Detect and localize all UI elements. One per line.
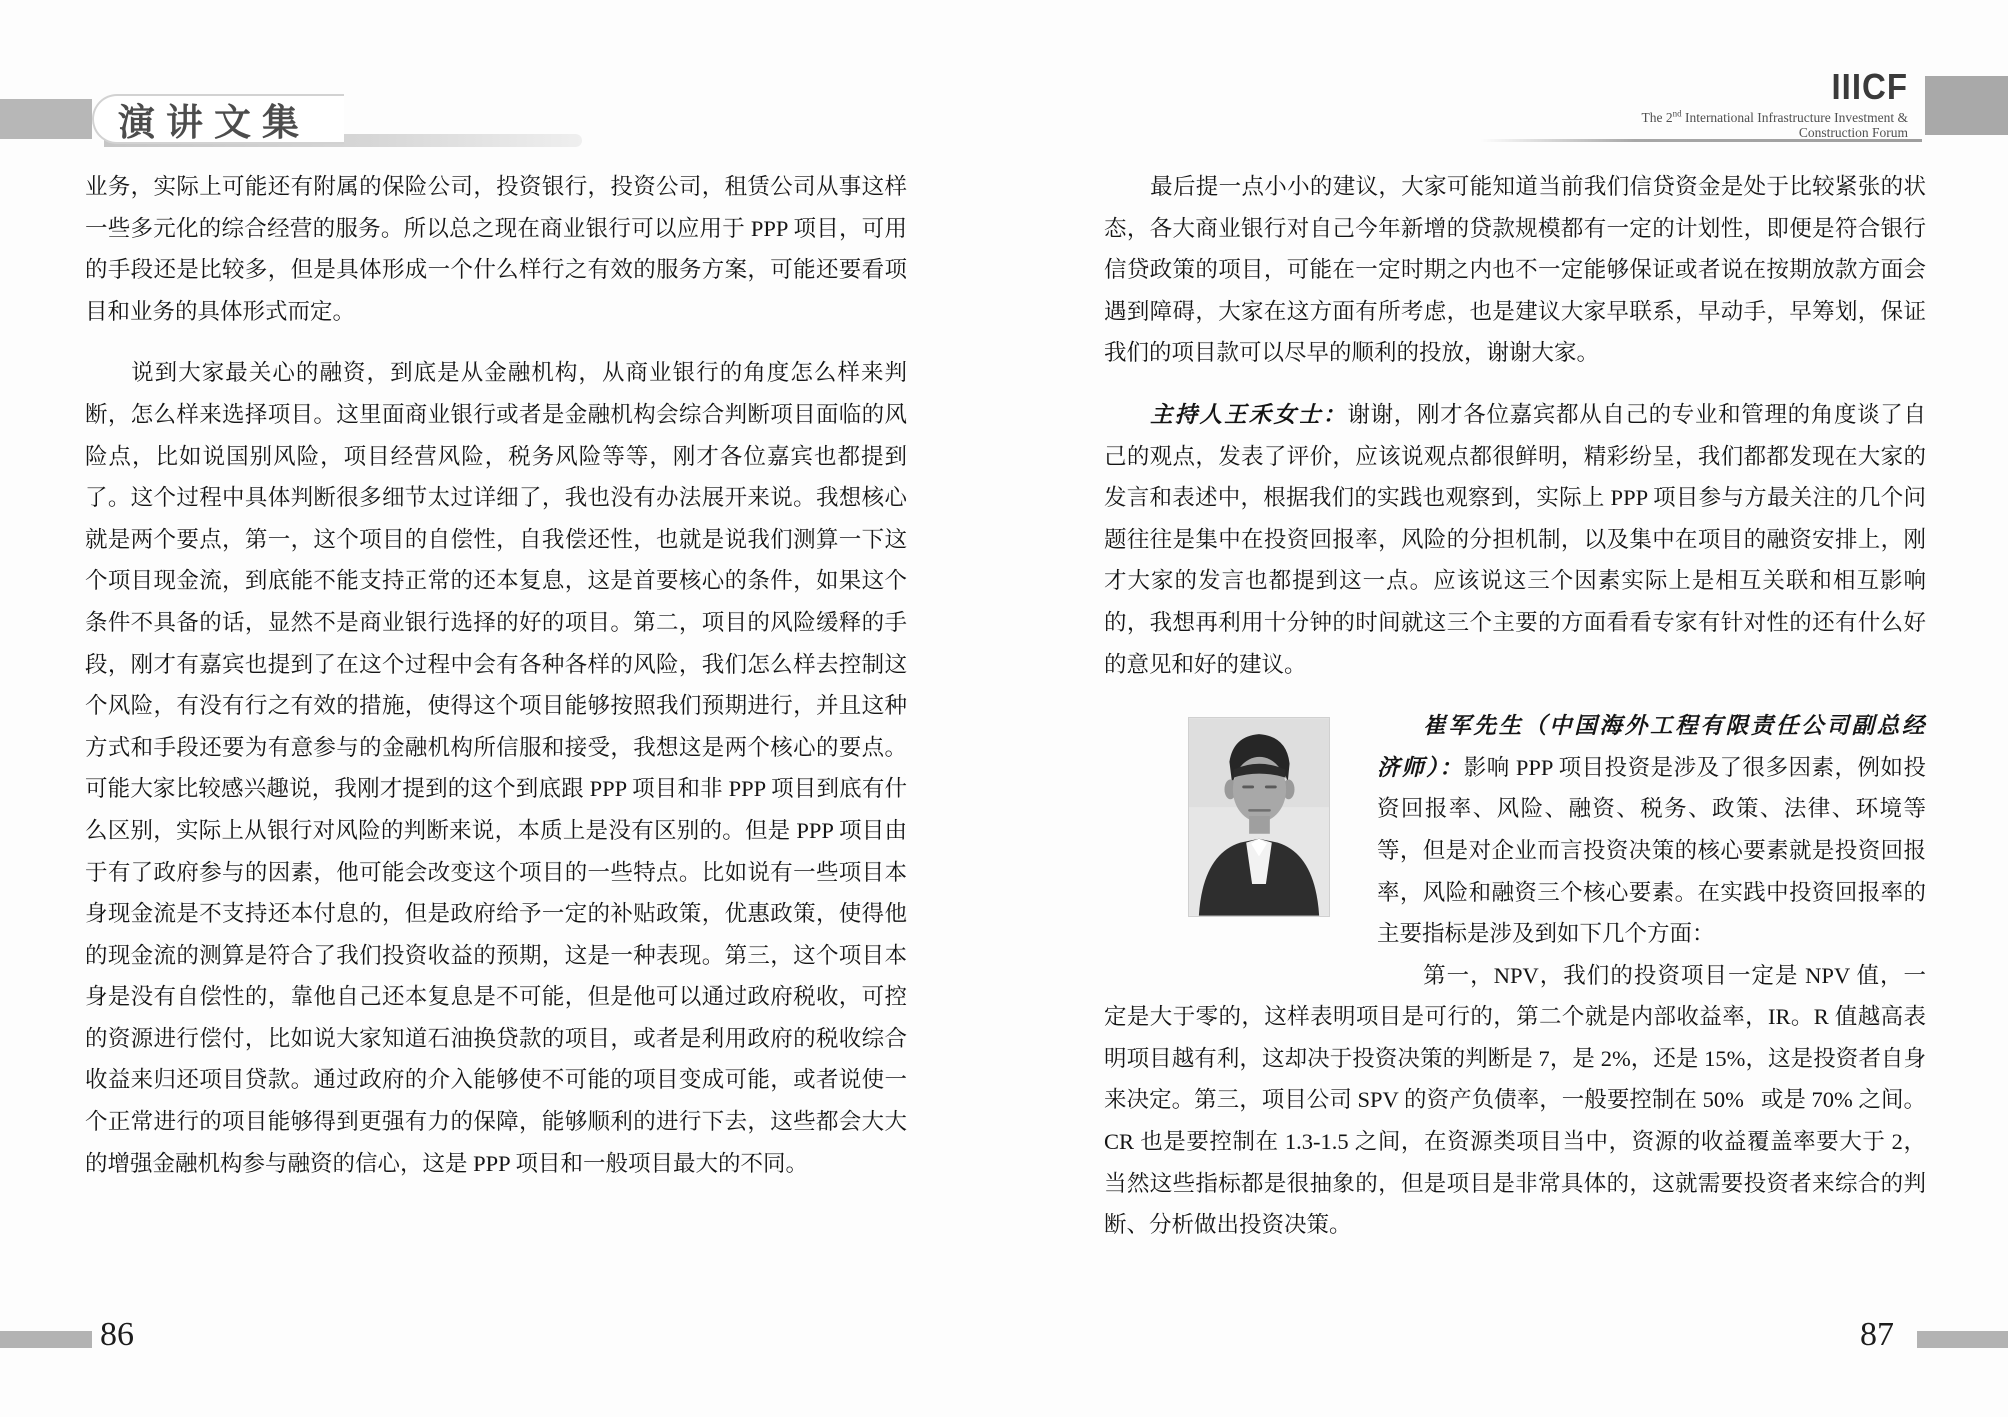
speaker-name-host: 主持人王禾女士：: [1150, 401, 1348, 427]
forum-subtitle-line1: The 2nd International Infrastructure Investment &: [1641, 108, 1908, 125]
host-speech-text: 谢谢，刚才各位嘉宾都从自己的专业和管理的角度谈了自己的观点，发表了评价，应该说观点都很鲜明，精彩纷呈，我们都都发现在大家的发言和表述中，根据我们的实践也观察到，实际上 PPP 项目参与方最关注的几个问题往往是集中在投资回报率，风险的分担机制，以及集中在项目的融资安排上，刚才大家的发言也都提到这一点。应该说这三个因素实际上是相互关联和相互影响的，我想再利用十分钟的时间就这三个主要的方面看看专家有针对性的还有什么好的意见和好的建议。: [1104, 401, 1926, 677]
paragraph: 业务，实际上可能还有附属的保险公司，投资银行，投资公司，租赁公司从事这样一些多元化的综合经营的服务。所以总之现在商业银行可以应用于 PPP 项目，可用的手段还是比较多，但是具体形成一个什么样行之有效的服务方案，可能还要看项目和业务的具体形式而定。: [85, 174, 907, 324]
paragraph-host: [1104, 394, 1926, 685]
forum-subtitle-line2: Construction Forum: [1798, 124, 1908, 140]
header-accent-bar: [0, 99, 92, 139]
portrait-illustration: [1189, 718, 1329, 916]
forum-subtitle: [1641, 106, 1908, 140]
iiicf-logo: IIICF: [1831, 66, 1908, 107]
page-number-right: 87: [1860, 1316, 1894, 1353]
paragraph: 最后提一点小小的建议，大家可能知道当前我们信贷资金是处于比较紧张的状态，各大商业银行对自己今年新增的贷款规模都有一定的计划性，即便是符合银行信贷政策的项目，可能在一定时期之内也不一定能够保证或者说在按期放款方面会遇到障碍，大家在这方面有所考虑，也是建议大家早联系，早动手，早筹划，保证我们的项目款可以尽早的顺利的投放，谢谢大家。: [1104, 174, 1926, 366]
paragraph-with-photo: [1104, 705, 1926, 1246]
series-title: 演讲文集: [118, 102, 310, 143]
page-87: [1104, 166, 1926, 1246]
paragraph-cui-body: 第一，NPV，我们的投资项目一定是 NPV 值，一定是大于零的，这样表明项目是可行的，第二个就是内部收益率，IR。R 值越高表明项目越有利，这却决于投资决策的判断是 7，是 2%，还是 15%，这是投资者自身来决定。第三，项目公司 SPV 的资产负债率，一般要控制在 50% 或是 70% 之间。CR 也是要控制在 1.3-1.5 之间，在资源类项目当中，资源的收益覆盖率要大于 2，当然这些指标都是很抽象的，但是项目是非常具体的，这就需要投资者来综合的判断、分析做出投资决策。: [1104, 962, 1926, 1238]
paragraph: 说到大家最关心的融资，到底是从金融机构，从商业银行的角度怎么样来判断，怎么样来选择项目。这里面商业银行或者是金融机构会综合判断项目面临的风险点，比如说国别风险，项目经营风险，税务风险等等，刚才各位嘉宾也都提到了。这个过程中具体判断很多细节太过详细了，我也没有办法展开来说。我想核心就是两个要点，第一，这个项目的自偿性，自我偿还性，也就是说我们测算一下这个项目现金流，到底能不能支持正常的还本复息，这是首要核心的条件，如果这个条件不具备的话，显然不是商业银行选择的好的项目。第二，项目的风险缓释的手段，刚才有嘉宾也提到了在这个过程中会有各种各样的风险，我们怎么样去控制这个风险，有没有行之有效的措施，使得这个项目能够按照我们预期进行，并且这种方式和手段还要为有意参与的金融机构所信服和接受，我想这是两个核心的要点。可能大家比较感兴趣说，我刚才提到的这个到底跟 PPP 项目和非 PPP 项目到底有什么区别，实际上从银行对风险的判断来说，本质上是没有区别的。但是 PPP 项目由于有了政府参与的因素，他可能会改变这个项目的一些特点。比如说有一些项目本身现金流是不支持还本付息的，但是政府给予一定的补贴政策，优惠政策，使得他的现金流的测算是符合了我们投资收益的预期，这是一种表现。第三，这个项目本身是没有自偿性的，靠他自己还本复息是不可能，但是他可以通过政府税收，可控的资源进行偿付，比如说大家知道石油换贷款的项目，或者是利用政府的税收综合收益来归还项目贷款。通过政府的介入能够使不可能的项目变成可能，或者说使一个正常进行的项目能够得到更强有力的保障，能够顺利的进行下去，这些都会大大的增强金融机构参与融资的信心，这是 PPP 项目和一般项目最大的不同。: [85, 360, 907, 1176]
forum-header: [1641, 66, 1908, 140]
page-86: [85, 166, 907, 1204]
speaker-photo: [1188, 717, 1330, 917]
footer-bar-right: [1917, 1331, 2008, 1348]
header-rule: [1480, 139, 1922, 142]
page-number-left: 86: [100, 1316, 134, 1353]
footer-bar-left: [0, 1331, 92, 1348]
series-title-capsule: [92, 94, 344, 144]
speaker-name-cui: 崔军先生（中国海外工程有限责任公司副总经济师）：: [1377, 713, 1926, 780]
header-corner-block: [1925, 76, 2008, 135]
cui-speech-intro: 影响 PPP 项目投资是涉及了很多因素，例如投资回报率、风险、融资、税务、政策、法律、环境等等，但是对企业而言投资决策的核心要素就是投资回报率，风险和融资三个核心要素。在实践中投资回报率的主要指标是涉及到如下几个方面：: [1377, 754, 1926, 947]
ordinal-superscript: nd: [1672, 108, 1682, 118]
